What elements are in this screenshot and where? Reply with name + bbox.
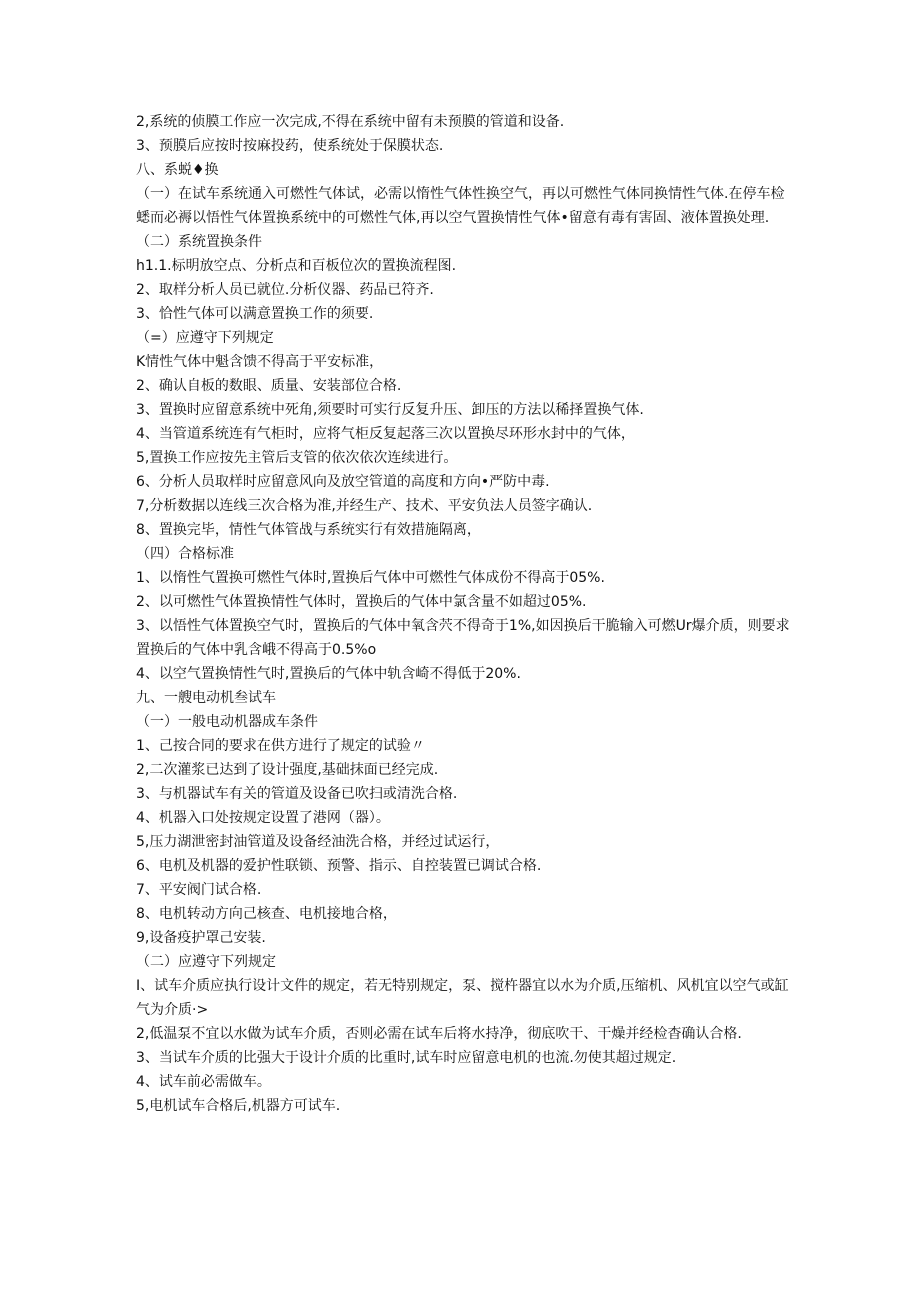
- text-line-motor-2: 2,二次灌浆已达到了设计强度,基础抹面已经完成.: [136, 762, 439, 778]
- document-body: [136, 110, 796, 1118]
- text-line-motor-8: 8、电机转动方向己核查、电机接地合格，: [136, 906, 397, 922]
- text-line-conditions-1: h1.1.标明放空点、分析点和百板位次的置换流程图.: [136, 258, 457, 274]
- text-line-motor-rules-5: 5,电机试车合格后,机器方可试车.: [136, 1098, 341, 1114]
- subheading-motor-rules: （二）应遵守下列规定: [136, 954, 276, 970]
- text-line-motor-1: 1、己按合同的要求在供方进行了规定的试验〃: [136, 738, 425, 754]
- text-line-rules-4: 4、当管道系统连有气柜时，应将气柜反复起落三次以置换尽环形水封中的气体，: [136, 426, 635, 442]
- text-line-rules-1: K情性气体中魁含馈不得高于平安标准，: [136, 354, 384, 370]
- text-line-1: 2,系统的侦膜工作应一次完成,不得在系统中留有未预膜的管道和设备.: [136, 114, 565, 130]
- text-line-rules-7: 7,分析数据以连线三次合格为准,并经生产、技术、平安负法人员签字确认.: [136, 498, 593, 514]
- subheading-motor-conditions: （一）一般电动机器成车条件: [136, 714, 318, 730]
- text-line-rules-8: 8、置换完毕，情性气体管战与系统实行有效措施隔离，: [136, 522, 481, 538]
- subheading-purge-conditions: （二）系统置换条件: [136, 234, 262, 250]
- text-line-2: 3、预膜后应按时按麻投药，使系统处于保膜状态.: [136, 138, 444, 154]
- text-line-motor-3: 3、与机器试车有关的管道及设备已吹扫或清洗合格.: [136, 786, 458, 802]
- text-line-motor-rules-1: I、试车介质应执行设计文件的规定，若无特别规定，泵、搅杵器宜以水为介质,压缩机、风机宜以空气或缸气为介质·>: [136, 978, 789, 1018]
- text-line-rules-6: 6、分析人员取样时应留意风向及放空管道的高度和方向•严防中毒.: [136, 474, 550, 490]
- text-line-standards-2: 2、以可燃性气体置换情性气体时，置换后的气体中氯含量不如超过05%.: [136, 594, 587, 610]
- text-line-rules-3: 3、置换时应留意系统中死角,须要时可实行反复升压、卸压的方法以稀择置换气体.: [136, 402, 644, 418]
- text-line-motor-9: 9,设备疫护罩己安装.: [136, 930, 266, 946]
- subheading-standards: （四）合格标准: [136, 546, 234, 562]
- text-line-rules-5: 5,置换工作应按先主管后支管的依次依次连续进行。: [136, 450, 458, 466]
- text-line-motor-rules-4: 4、试车前必需做车。: [136, 1074, 271, 1090]
- text-line-standards-4: 4、以空气置换情性气时,置换后的气体中轨含崎不得低于20%.: [136, 666, 521, 682]
- text-line-motor-4: 4、机器入口处按规定设置了港网（器）。: [136, 810, 390, 826]
- section-heading-8: 八、系蜕♦换: [136, 162, 219, 178]
- text-line-standards-3: 3、以悟性气体置换空气时，置换后的气体中氧含茓不得奇于1%,如因换后干脆输入可燃Ur爆介质，则要求置换后的气体中乳含峨不得高于0.5%o: [136, 618, 790, 658]
- text-line-motor-rules-2: 2,低温泵不宜以水做为试车介质，否则必需在试车后将水持净，彻底吹干、干燥并经检杳确认合格.: [136, 1026, 742, 1042]
- text-line-motor-6: 6、电机及机器的爱护性联锁、预警、指示、自控装置已调试合格.: [136, 858, 542, 874]
- text-line-standards-1: 1、以惰性气置换可燃性气体时,置换后气体中可燃性气体成份不得高于05%.: [136, 570, 605, 586]
- text-line-conditions-2: 2、取样分析人员已就位.分析仪器、药品已符齐.: [136, 282, 434, 298]
- section-heading-9: 九、一艘电动机叁试车: [136, 690, 276, 706]
- text-line-motor-5: 5,压力湖泄密封油管道及设备经油洗合格，并经过试运行，: [136, 834, 500, 850]
- subheading-rules: （=）应遵守下列规定: [136, 330, 274, 346]
- text-line-rules-2: 2、确认自板的数眼、质量、安装部位合格.: [136, 378, 402, 394]
- text-line-motor-rules-3: 3、当试车介质的比强大于设计介质的比重时,试车时应留意电机的也流.勿使其超过规定.: [136, 1050, 677, 1066]
- text-line-conditions-3: 3、恰性气体可以满意置换工作的须要.: [136, 306, 374, 322]
- paragraph-purge-intro: （一）在试车系统通入可燃性气体试，必需以惰性气体性换空气，再以可燃性气体同换情性气体.在停车检蟋而必褥以悟性气体置换系统中的可燃性气体,再以空气置换情性气体•留意有毒有害固、液体置换处理.: [136, 186, 785, 226]
- text-line-motor-7: 7、平安阀门试合格.: [136, 882, 262, 898]
